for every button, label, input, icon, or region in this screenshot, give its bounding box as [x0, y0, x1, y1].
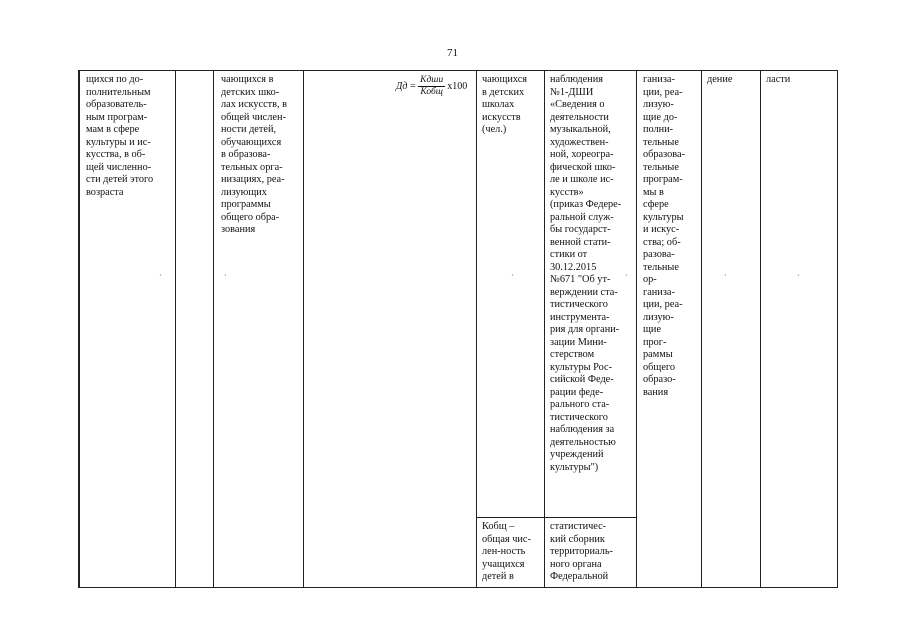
column-divider [303, 71, 304, 587]
indicator-definition-cell: чающихся в детских шко- лах искусств, в общей числен- ности детей, обучающихся в образова- тельных орга- низациях, реа- лизующих программы общего обра- зования [221, 74, 288, 235]
responsible-cell: ласти [766, 74, 791, 85]
formula-denominator: Кобщ [420, 87, 443, 97]
organizations-cell: ганиза- ции, реа- лизую- щие до- полни- тельные образова- тельные програм- мы в сфере культуры и искус- ства; об- разова- тельные ор- ганиза- ции, реа- лизую- щие прог- раммы общего образо- вания [643, 74, 685, 398]
variable-description-cell: Кобщ – общая чис- лен-ность учащихся детей в [482, 521, 531, 582]
formula-multiplier: x100 [447, 81, 468, 92]
column-divider [213, 71, 214, 587]
scan-speck: · [625, 271, 628, 280]
scan-speck: · [797, 271, 800, 280]
column-divider [701, 71, 702, 587]
column-divider [175, 71, 176, 587]
scan-speck: · [224, 271, 227, 280]
scan-speck: · [159, 271, 162, 280]
scan-speck: · [511, 271, 514, 280]
page-number: 71 [447, 47, 458, 59]
formula-numerator: Кдши [420, 75, 444, 85]
calculation-formula [396, 75, 467, 98]
formula-lhs: Дд [396, 81, 408, 92]
row-divider [476, 517, 636, 518]
document-table [78, 70, 838, 588]
formula-equals: = [409, 81, 417, 92]
scan-speck: · [724, 271, 727, 280]
formula-fraction [418, 75, 445, 98]
column-divider [544, 71, 545, 587]
column-divider [476, 71, 477, 587]
column-divider [760, 71, 761, 587]
variable-description-cell: чающихся в детских школах искусств (чел.) [482, 74, 528, 135]
frequency-cell: дение [707, 74, 733, 85]
column-divider [636, 71, 637, 587]
indicator-description-cell: щихся по до- полнительным образователь- ным програм- мам в сфере культуры и ис- кусства, в об- щей численно- сти детей этого возраста [86, 74, 154, 198]
data-source-cell: наблюдения №1-ДШИ «Сведения о деятельности музыкальной, художествен- ной, хореогра- фической шко- ле и школе ис- кусств» (приказ Федере- ральной служ- бы государст- венной стати- стики от 30.12.2015 №671 "Об ут- верждении ста- тистического инструмента- рия для органи- зации Мини- стерством культуры Рос- сийской Феде- рации феде- рального ста- тистического наблюдения за деятельностью учреждений культуры") [550, 74, 622, 473]
data-source-cell: статистичес- кий сборник территориаль- ного органа Федеральной [550, 521, 613, 582]
column-divider [79, 71, 80, 587]
